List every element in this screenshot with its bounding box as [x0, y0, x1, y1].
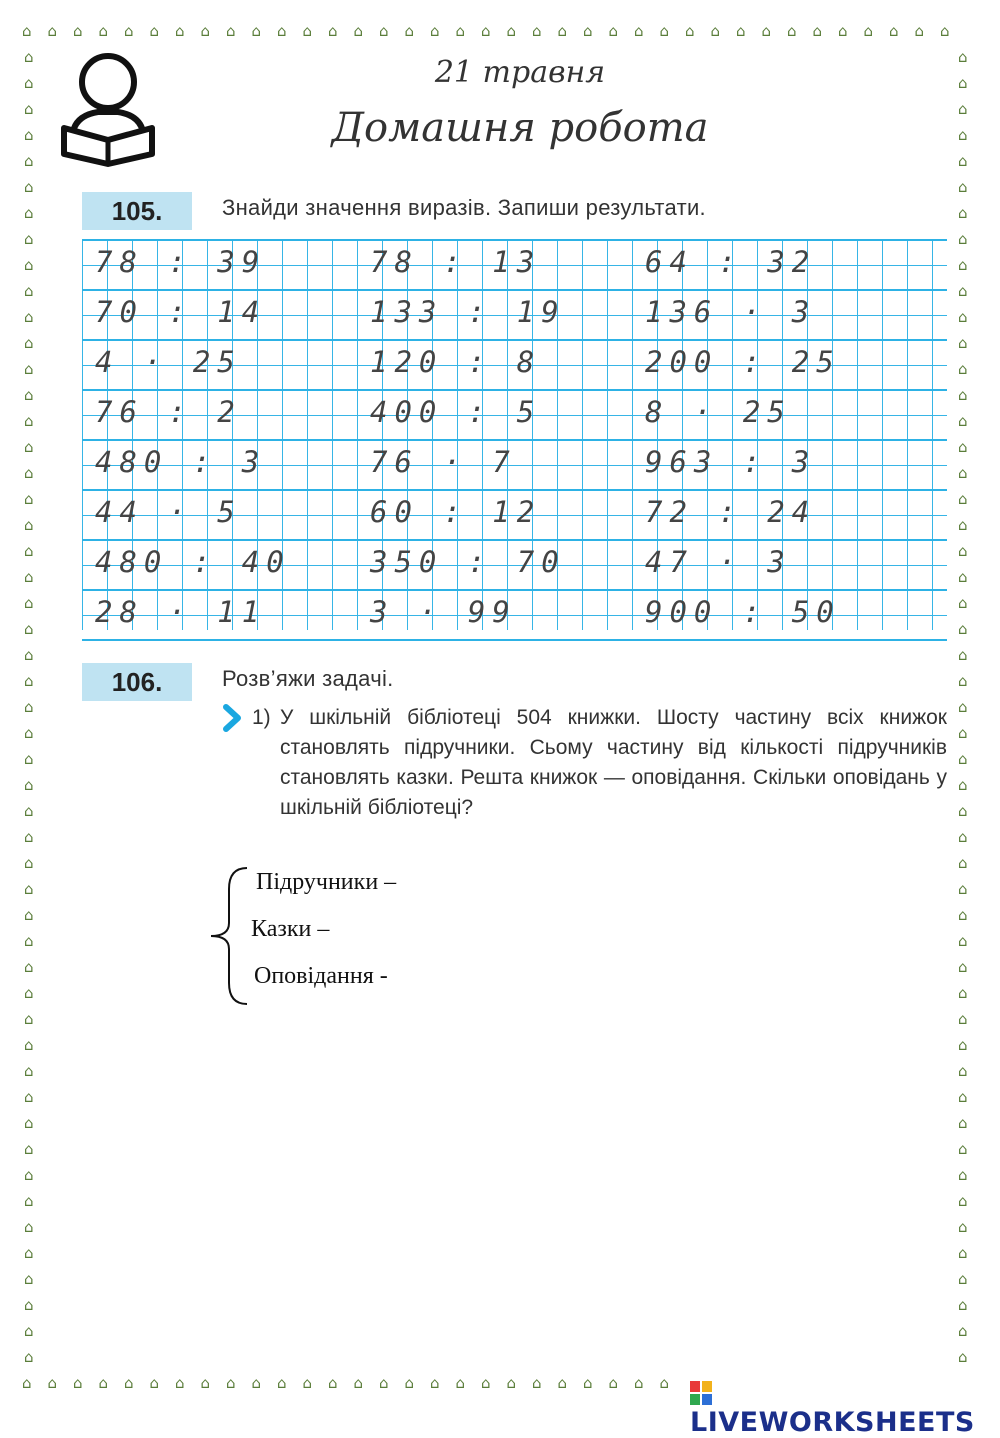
- house-icon: ⌂: [958, 412, 968, 430]
- house-icon: ⌂: [24, 256, 34, 274]
- house-icon: ⌂: [787, 22, 797, 40]
- homework-title: Домашня робота: [331, 105, 709, 151]
- house-icon: ⌂: [958, 724, 968, 742]
- grid-row-line: [82, 589, 947, 591]
- expression: 76 · 7: [370, 445, 517, 479]
- house-icon: ⌂: [226, 1374, 236, 1392]
- house-icon: ⌂: [24, 48, 34, 66]
- house-icon: ⌂: [24, 1062, 34, 1080]
- house-icon: ⌂: [659, 22, 670, 40]
- expression: 963 : 3: [645, 445, 817, 479]
- task-1: [252, 703, 947, 823]
- expression: 350 : 70: [370, 545, 566, 579]
- house-icon: ⌂: [710, 22, 721, 40]
- expression: 8 · 25: [645, 395, 792, 429]
- house-icon: ⌂: [302, 22, 313, 40]
- house-icon: ⌂: [379, 22, 389, 40]
- house-icon: ⌂: [557, 22, 568, 40]
- house-icon: ⌂: [958, 698, 968, 716]
- house-icon: ⌂: [175, 1374, 185, 1392]
- house-icon: ⌂: [24, 620, 34, 638]
- expression: 47 · 3: [645, 545, 792, 579]
- house-icon: ⌂: [958, 750, 968, 768]
- house-icon: ⌂: [24, 1140, 34, 1158]
- expression: 400 : 5: [370, 395, 542, 429]
- house-icon: ⌂: [277, 1374, 287, 1392]
- house-icon: ⌂: [736, 22, 746, 40]
- house-icon: ⌂: [24, 1088, 34, 1106]
- house-icon: ⌂: [404, 22, 415, 40]
- house-icon: ⌂: [958, 308, 968, 326]
- house-icon: ⌂: [430, 1374, 440, 1392]
- house-icon: ⌂: [24, 308, 34, 326]
- house-icon: ⌂: [506, 22, 517, 40]
- house-icon: ⌂: [958, 438, 968, 456]
- house-icon: ⌂: [24, 282, 34, 300]
- house-icon: ⌂: [24, 542, 34, 560]
- reading-person-icon: [58, 50, 158, 168]
- house-icon: ⌂: [685, 22, 695, 40]
- house-icon: ⌂: [958, 1348, 968, 1366]
- expression: 60 : 12: [370, 495, 542, 529]
- house-icon: ⌂: [958, 490, 968, 508]
- exercise-number-105: 105.: [82, 192, 192, 230]
- grid-row-line: [82, 539, 947, 541]
- house-icon: ⌂: [958, 568, 968, 586]
- house-icon: ⌂: [608, 1374, 619, 1392]
- house-icon: ⌂: [958, 360, 968, 378]
- house-icon: ⌂: [958, 906, 968, 924]
- expression: 200 : 25: [645, 345, 841, 379]
- house-icon: ⌂: [24, 1244, 34, 1262]
- house-icon: ⌂: [22, 1374, 32, 1392]
- house-icon: ⌂: [24, 958, 34, 976]
- house-icon: ⌂: [958, 516, 968, 534]
- house-icon: ⌂: [24, 932, 34, 950]
- house-icon: ⌂: [958, 282, 968, 300]
- grid-row-line: [82, 289, 947, 291]
- house-icon: ⌂: [557, 1374, 568, 1392]
- liveworksheets-logo: [690, 1376, 1000, 1438]
- house-icon: ⌂: [481, 1374, 491, 1392]
- house-icon: ⌂: [958, 1166, 968, 1184]
- expression: 76 : 2: [95, 395, 242, 429]
- house-icon: ⌂: [958, 74, 968, 92]
- grid-row-line: [82, 639, 947, 641]
- house-icon: ⌂: [124, 22, 134, 40]
- house-icon: ⌂: [24, 724, 34, 742]
- house-icon: ⌂: [24, 360, 34, 378]
- house-icon: ⌂: [24, 646, 34, 664]
- house-icon: ⌂: [24, 1218, 34, 1236]
- house-icon: ⌂: [659, 1374, 670, 1392]
- house-icon: ⌂: [958, 1270, 968, 1288]
- house-icon: ⌂: [958, 1114, 968, 1132]
- house-icon: ⌂: [149, 1374, 160, 1392]
- house-icon: ⌂: [24, 802, 34, 820]
- house-icon: ⌂: [24, 412, 34, 430]
- house-icon: ⌂: [761, 22, 772, 40]
- house-icon: ⌂: [302, 1374, 313, 1392]
- house-icon: ⌂: [958, 1218, 968, 1236]
- house-icon: ⌂: [634, 1374, 644, 1392]
- house-icon: ⌂: [889, 22, 899, 40]
- house-icon: ⌂: [24, 204, 34, 222]
- house-icon: ⌂: [24, 490, 34, 508]
- house-icon: ⌂: [98, 22, 109, 40]
- house-icon: ⌂: [24, 1166, 34, 1184]
- house-icon: ⌂: [404, 1374, 415, 1392]
- house-icon: ⌂: [958, 802, 968, 820]
- house-icon: ⌂: [149, 22, 160, 40]
- house-icon: ⌂: [958, 776, 968, 794]
- expression: 136 · 3: [645, 295, 817, 329]
- expression: 70 : 14: [95, 295, 267, 329]
- house-icon: ⌂: [958, 334, 968, 352]
- house-icon: ⌂: [958, 100, 968, 118]
- house-icon: ⌂: [958, 386, 968, 404]
- house-icon: ⌂: [24, 126, 34, 144]
- house-icon: ⌂: [251, 22, 262, 40]
- expression: 72 : 24: [645, 495, 817, 529]
- house-icon: ⌂: [506, 1374, 517, 1392]
- expression: 900 : 50: [645, 595, 841, 629]
- house-icon: ⌂: [958, 646, 968, 664]
- house-icon: ⌂: [914, 22, 925, 40]
- curly-brace-icon: [205, 865, 255, 1007]
- house-icon: ⌂: [958, 464, 968, 482]
- house-icon: ⌂: [958, 1036, 968, 1054]
- house-icon: ⌂: [24, 698, 34, 716]
- house-icon: ⌂: [24, 750, 34, 768]
- house-icon: ⌂: [353, 22, 364, 40]
- house-icon: ⌂: [583, 22, 593, 40]
- house-icon: ⌂: [24, 1192, 34, 1210]
- house-icon: ⌂: [277, 22, 287, 40]
- answer-stories[interactable]: Оповідання -: [254, 963, 388, 989]
- house-icon: ⌂: [958, 958, 968, 976]
- house-icon: ⌂: [24, 854, 34, 872]
- house-icon: ⌂: [24, 438, 34, 456]
- house-icon: ⌂: [430, 22, 440, 40]
- house-icon: ⌂: [455, 1374, 466, 1392]
- house-icon: ⌂: [634, 22, 644, 40]
- house-icon: ⌂: [24, 880, 34, 898]
- house-icon: ⌂: [958, 1010, 968, 1028]
- house-icon: ⌂: [940, 22, 950, 40]
- house-icon: ⌂: [958, 256, 968, 274]
- house-icon: ⌂: [958, 542, 968, 560]
- house-icon: ⌂: [24, 334, 34, 352]
- house-icon: ⌂: [532, 22, 542, 40]
- house-icon: ⌂: [958, 1088, 968, 1106]
- house-icon: ⌂: [226, 22, 236, 40]
- house-icon: ⌂: [24, 178, 34, 196]
- grid-row-line: [82, 239, 947, 241]
- house-icon: ⌂: [98, 1374, 109, 1392]
- house-icon: ⌂: [175, 22, 185, 40]
- house-icon: ⌂: [200, 1374, 211, 1392]
- house-icon: ⌂: [353, 1374, 364, 1392]
- grid-row-line: [82, 439, 947, 441]
- house-icon: ⌂: [47, 22, 58, 40]
- house-icon: ⌂: [24, 594, 34, 612]
- house-icon: ⌂: [24, 828, 34, 846]
- house-icon: ⌂: [328, 22, 338, 40]
- house-icon: ⌂: [24, 1270, 34, 1288]
- house-icon: ⌂: [958, 204, 968, 222]
- house-icon: ⌂: [379, 1374, 389, 1392]
- expression: 64 : 32: [645, 245, 817, 279]
- exercise-number-106: 106.: [82, 663, 192, 701]
- logo-text: LIVEWORKSHEETS: [690, 1407, 975, 1438]
- house-icon: ⌂: [24, 74, 34, 92]
- house-icon: ⌂: [24, 1296, 34, 1314]
- house-icon: ⌂: [958, 1296, 968, 1314]
- house-icon: ⌂: [73, 1374, 83, 1392]
- house-icon: ⌂: [124, 1374, 134, 1392]
- house-icon: ⌂: [608, 22, 619, 40]
- expression: 78 : 13: [370, 245, 542, 279]
- answer-fairy-tales[interactable]: Казки –: [251, 916, 330, 942]
- date-heading: 21 травня: [434, 55, 606, 90]
- house-icon: ⌂: [958, 1062, 968, 1080]
- house-icon: ⌂: [958, 152, 968, 170]
- expression: 480 : 40: [95, 545, 291, 579]
- house-icon: ⌂: [24, 776, 34, 794]
- house-icon: ⌂: [73, 22, 83, 40]
- house-icon: ⌂: [958, 828, 968, 846]
- house-icon: ⌂: [22, 22, 32, 40]
- grid-row-line: [82, 389, 947, 391]
- house-icon: ⌂: [958, 880, 968, 898]
- house-icon: ⌂: [863, 22, 874, 40]
- expression: 480 : 3: [95, 445, 267, 479]
- expression: 120 : 8: [370, 345, 542, 379]
- expression: 4 · 25: [95, 345, 242, 379]
- house-icon: ⌂: [958, 1140, 968, 1158]
- house-icon: ⌂: [24, 230, 34, 248]
- house-icon: ⌂: [958, 672, 968, 690]
- house-icon: ⌂: [24, 568, 34, 586]
- house-icon: ⌂: [958, 230, 968, 248]
- task-number: 1): [252, 706, 271, 729]
- exercise-105-instruction: Знайди значення виразів. Запиши результати.: [222, 195, 706, 220]
- house-icon: ⌂: [200, 22, 211, 40]
- house-icon: ⌂: [958, 932, 968, 950]
- house-icon: ⌂: [24, 1114, 34, 1132]
- expression: 78 : 39: [95, 245, 267, 279]
- house-icon: ⌂: [958, 1192, 968, 1210]
- chevron-right-icon: [222, 703, 244, 733]
- house-icon: ⌂: [24, 386, 34, 404]
- house-icon: ⌂: [24, 516, 34, 534]
- house-icon: ⌂: [583, 1374, 593, 1392]
- house-icon: ⌂: [958, 620, 968, 638]
- house-icon: ⌂: [24, 1036, 34, 1054]
- house-icon: ⌂: [24, 1322, 34, 1340]
- house-icon: ⌂: [24, 1348, 34, 1366]
- house-icon: ⌂: [958, 984, 968, 1002]
- task-text: У шкільній бібліотеці 504 книжки. Шосту частину всіх книжок становлять підручники. Сьому частину від кількості підручників становлять казки. Решта книжок — оповідання. Скільки оповідань у шкільній бібліотеці?: [280, 706, 947, 819]
- house-icon: ⌂: [958, 1244, 968, 1262]
- answer-textbooks[interactable]: Підручники –: [256, 869, 397, 895]
- exercise-106-instruction: Розв’яжи задачі.: [222, 666, 394, 691]
- house-icon: ⌂: [24, 672, 34, 690]
- expression: 133 : 19: [370, 295, 566, 329]
- house-icon: ⌂: [24, 1010, 34, 1028]
- house-icon: ⌂: [24, 464, 34, 482]
- liveworksheets-logo-icon: [690, 1381, 712, 1405]
- house-icon: ⌂: [24, 906, 34, 924]
- house-icon: ⌂: [958, 178, 968, 196]
- house-icon: ⌂: [958, 1322, 968, 1340]
- house-icon: ⌂: [47, 1374, 58, 1392]
- house-icon: ⌂: [838, 22, 848, 40]
- house-icon: ⌂: [481, 22, 491, 40]
- expression: 3 · 99: [370, 595, 517, 629]
- house-icon: ⌂: [812, 22, 823, 40]
- grid-row-line: [82, 489, 947, 491]
- house-icon: ⌂: [24, 100, 34, 118]
- house-icon: ⌂: [24, 984, 34, 1002]
- grid-row-line: [82, 339, 947, 341]
- house-icon: ⌂: [958, 594, 968, 612]
- house-icon: ⌂: [958, 126, 968, 144]
- house-icon: ⌂: [958, 48, 968, 66]
- house-icon: ⌂: [24, 152, 34, 170]
- house-icon: ⌂: [455, 22, 466, 40]
- expression: 44 · 5: [95, 495, 242, 529]
- house-icon: ⌂: [958, 854, 968, 872]
- house-icon: ⌂: [532, 1374, 542, 1392]
- house-icon: ⌂: [328, 1374, 338, 1392]
- expression: 28 · 11: [95, 595, 267, 629]
- house-icon: ⌂: [251, 1374, 262, 1392]
